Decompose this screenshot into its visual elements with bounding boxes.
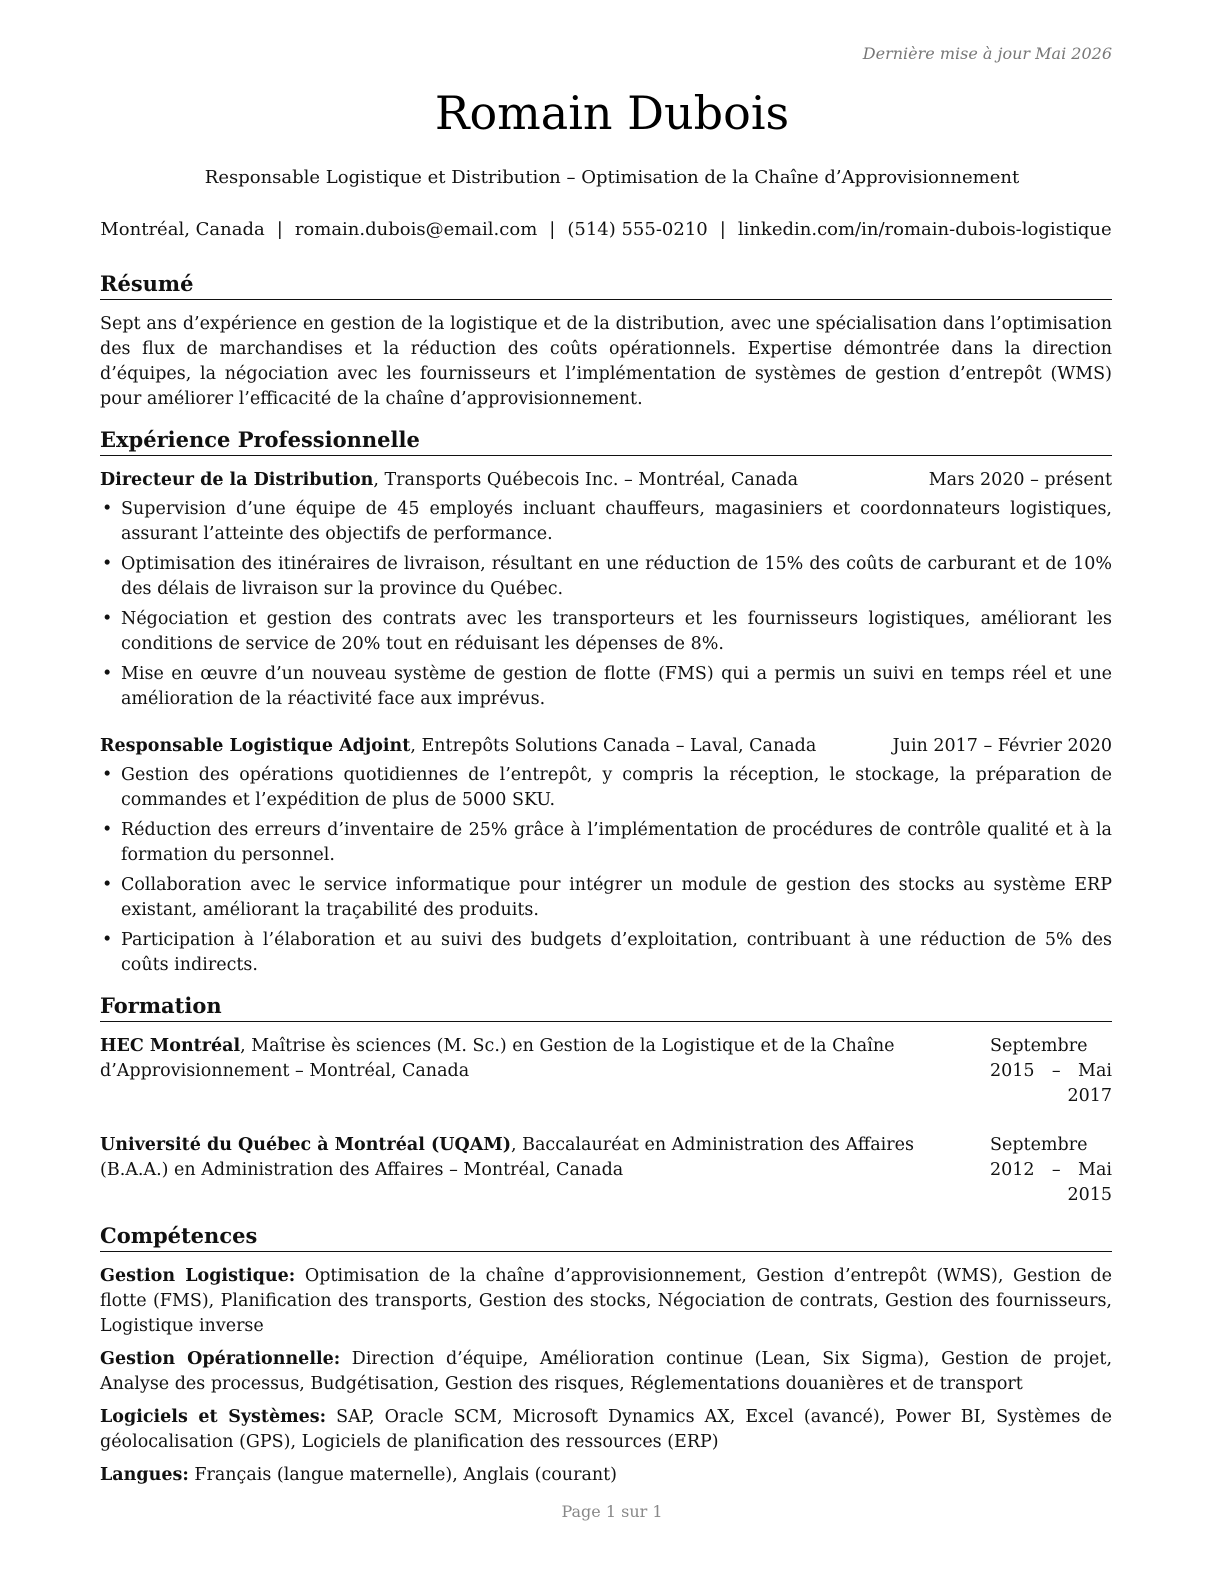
headline: Responsable Logistique et Distribution – Optimisation de la Chaîne d’Approvisionnement: [204, 167, 1020, 188]
section-heading: Expérience Professionnelle: [100, 426, 1112, 456]
section-heading: Résumé: [100, 270, 1112, 300]
job-bullet: • Négociation et gestion des contrats avec les transporteurs et les fournisseurs logistiques, améliorant les conditions de service de 20% tout en réduisant les dépenses de 8%.: [100, 607, 1112, 657]
contact-phone: (514) 555-0210: [567, 219, 708, 240]
skills-section: [100, 1222, 1112, 1488]
section-heading: Formation: [100, 992, 1112, 1022]
skill-label: Logiciels et Systèmes:: [100, 1407, 327, 1427]
job-bullet: • Supervision d’une équipe de 45 employés incluant chauffeurs, magasiniers et coordonnateurs logistiques, assurant l’atteinte des objectifs de performance.: [100, 497, 1112, 547]
contact-separator: |: [549, 219, 556, 240]
contact-separator: |: [276, 219, 283, 240]
job-dates: Juin 2017 – Février 2020: [892, 736, 1112, 756]
education-dates-line: Septembre 2015 – Mai: [990, 1036, 1112, 1081]
contact-location: Montréal, Canada: [100, 219, 265, 240]
job-bullet: • Mise en œuvre d’un nouveau système de gestion de flotte (FMS) qui a permis un suivi en temps réel et une amélioration de la réactivité face aux imprévus.: [100, 662, 1112, 712]
education-dates-line: 2017: [1067, 1086, 1112, 1106]
job-bullets: [100, 763, 1112, 978]
education-dates: [990, 1133, 1112, 1208]
skill-label: Gestion Opérationnelle:: [100, 1349, 341, 1369]
job-header: [100, 734, 1112, 759]
job-bullets: [100, 497, 1112, 712]
skill-group: [100, 1405, 1112, 1455]
job-bullet: • Optimisation des itinéraires de livraison, résultant en une réduction de 15% des coûts de carburant et de 10% des délais de livraison sur la province du Québec.: [100, 552, 1112, 602]
job-role: Directeur de la Distribution: [100, 470, 374, 490]
skill-group: [100, 1463, 1112, 1488]
summary-section: [100, 270, 1112, 412]
last-updated: Dernière mise à jour Mai 2026: [862, 44, 1112, 63]
job-header: [100, 468, 1112, 493]
education-details: , Baccalauréat en Administration des Affaires (B.A.A.) en Administration des Affaires – Montréal, Canada: [100, 1135, 914, 1180]
skill-group: [100, 1347, 1112, 1397]
education-school: Université du Québec à Montréal (UQAM): [100, 1135, 511, 1155]
skill-label: Langues:: [100, 1465, 189, 1485]
job-dates: Mars 2020 – présent: [928, 470, 1112, 490]
job-bullet: • Réduction des erreurs d’inventaire de 25% grâce à l’implémentation de procédures de contrôle qualité et à la formation du personnel.: [100, 818, 1112, 868]
job-title-line: [100, 734, 816, 759]
job-role: Responsable Logistique Adjoint: [100, 736, 411, 756]
job-company: , Transports Québecois Inc. – Montréal, Canada: [373, 470, 799, 490]
skill-text: Optimisation de la chaîne d’approvisionnement, Gestion d’entrepôt (WMS), Gestion de flotte (FMS), Planification des transports, Gestion des stocks, Négociation de contrats, Gestion des fournisseurs, Logistique inverse: [100, 1266, 1113, 1336]
contact-linkedin[interactable]: linkedin.com/in/romain-dubois-logistique: [737, 219, 1112, 240]
education-details: , Maîtrise ès sciences (M. Sc.) en Gestion de la Logistique et de la Chaîne d’Approvisionnement – Montréal, Canada: [100, 1036, 895, 1081]
skill-text: Direction d’équipe, Amélioration continue (Lean, Six Sigma), Gestion de projet, Analyse des processus, Budgétisation, Gestion des risques, Réglementations douanières et de transport: [100, 1349, 1113, 1394]
skill-text: Français (langue maternelle), Anglais (courant): [188, 1465, 618, 1485]
summary-text: Sept ans d’expérience en gestion de la logistique et de la distribution, avec une spécialisation dans l’optimisation des flux de marchandises et la réduction des coûts opérationnels. Expertise démontrée dans la direction d’équipes, la négociation avec les fournisseurs et l’implémentation de systèmes de gestion d’entrepôt (WMS) pour améliorer l’efficacité de la chaîne d’approvisionnement.: [100, 314, 1112, 409]
education-description: [100, 1034, 990, 1109]
resume-body: [100, 270, 1112, 1502]
education-section: [100, 992, 1112, 1208]
education-entry: [100, 1034, 1112, 1109]
contact-email[interactable]: romain.dubois@email.com: [294, 219, 538, 240]
job-entry: [100, 468, 1112, 712]
section-heading: Compétences: [100, 1222, 1112, 1252]
education-description: [100, 1133, 990, 1208]
contact-separator: |: [719, 219, 726, 240]
education-dates-line: 2015: [1067, 1185, 1112, 1205]
skill-text: SAP, Oracle SCM, Microsoft Dynamics AX, Excel (avancé), Power BI, Systèmes de géolocalisation (GPS), Logiciels de planification des ressources (ERP): [100, 1407, 1112, 1452]
contact-line: [100, 219, 1112, 240]
education-dates-line: Septembre 2012 – Mai: [990, 1135, 1112, 1180]
education-dates: [990, 1034, 1112, 1109]
page-number: Page 1 sur 1: [561, 1502, 663, 1521]
candidate-name: Romain Dubois: [434, 86, 790, 140]
job-title-line: [100, 468, 798, 493]
experience-section: [100, 426, 1112, 978]
education-entry: [100, 1133, 1112, 1208]
education-school: HEC Montréal: [100, 1036, 241, 1056]
job-bullet: • Gestion des opérations quotidiennes de l’entrepôt, y compris la réception, le stockage, la préparation de commandes et l’expédition de plus de 5000 SKU.: [100, 763, 1112, 813]
job-bullet: • Participation à l’élaboration et au suivi des budgets d’exploitation, contribuant à une réduction de 5% des coûts indirects.: [100, 928, 1112, 978]
skill-label: Gestion Logistique:: [100, 1266, 296, 1286]
job-company: , Entrepôts Solutions Canada – Laval, Canada: [410, 736, 817, 756]
job-entry: [100, 734, 1112, 978]
job-bullet: • Collaboration avec le service informatique pour intégrer un module de gestion des stocks au système ERP existant, améliorant la traçabilité des produits.: [100, 873, 1112, 923]
skill-group: [100, 1264, 1112, 1339]
